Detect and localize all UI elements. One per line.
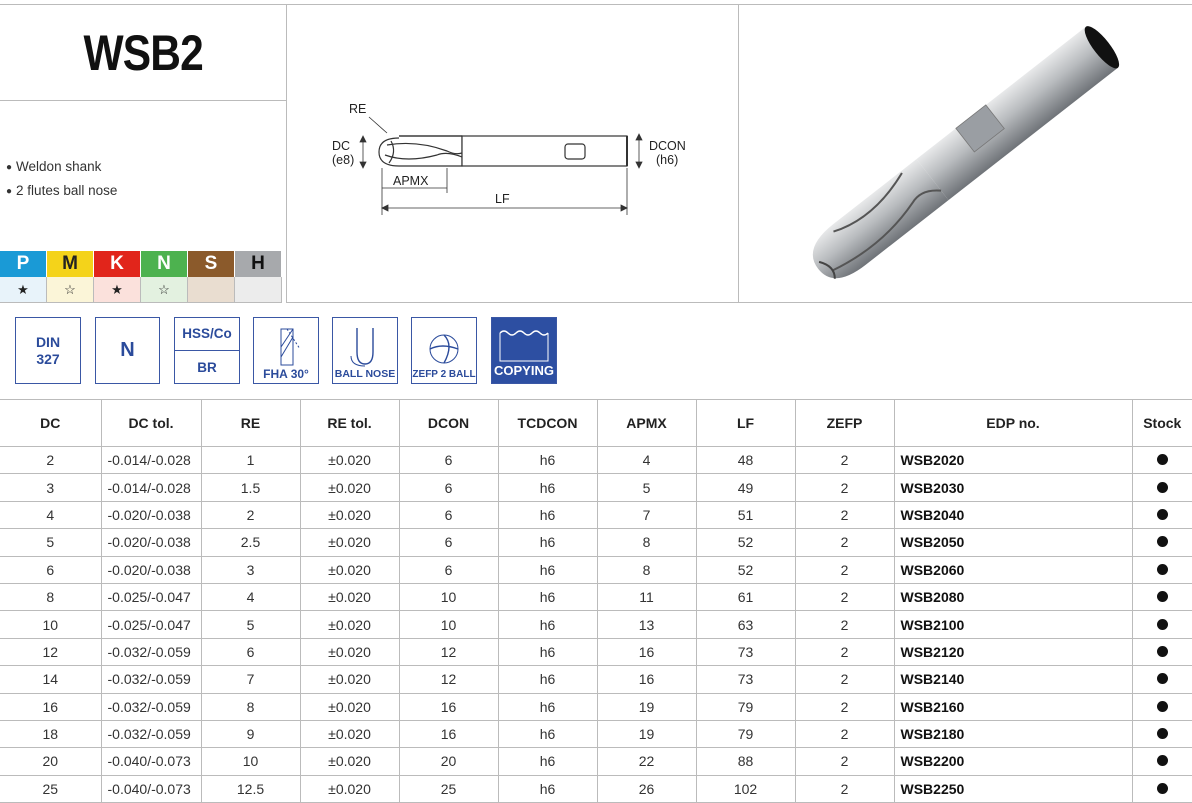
stock-cell <box>1132 693 1192 720</box>
table-cell: ±0.020 <box>300 775 399 802</box>
table-row <box>0 474 1192 501</box>
table-row <box>0 583 1192 610</box>
table-cell: -0.025/-0.047 <box>101 583 201 610</box>
table-cell: ±0.020 <box>300 666 399 693</box>
feature-item: ● Weldon shank <box>6 159 102 174</box>
column-header: DC <box>0 400 101 447</box>
table-cell: 73 <box>696 638 795 665</box>
table-cell: ±0.020 <box>300 611 399 638</box>
table-cell: 73 <box>696 666 795 693</box>
table-row <box>0 693 1192 720</box>
zefp-2-ball-icon: ZEFP 2 BALL <box>411 317 477 384</box>
table-cell: ±0.020 <box>300 583 399 610</box>
label-dcon: DCON <box>649 139 686 153</box>
bullet-icon: ● <box>6 162 13 173</box>
table-cell: 2.5 <box>201 529 300 556</box>
table-cell: -0.025/-0.047 <box>101 611 201 638</box>
table-cell: ±0.020 <box>300 529 399 556</box>
table-cell: 22 <box>597 748 696 775</box>
table-cell: 2 <box>795 474 894 501</box>
table-cell: 2 <box>795 720 894 747</box>
material-k: K <box>94 251 141 277</box>
table-cell: h6 <box>498 556 597 583</box>
table-cell: h6 <box>498 693 597 720</box>
table-cell: 48 <box>696 447 795 474</box>
table-cell: 4 <box>597 447 696 474</box>
table-cell: 4 <box>0 501 101 528</box>
table-cell: 6 <box>201 638 300 665</box>
table-cell: 5 <box>201 611 300 638</box>
table-cell: 12 <box>399 666 498 693</box>
table-cell: -0.014/-0.028 <box>101 474 201 501</box>
edp-number: WSB2020 <box>894 447 1132 474</box>
table-cell: 10 <box>201 748 300 775</box>
label-apmx: APMX <box>393 174 429 188</box>
table-cell: 2 <box>795 501 894 528</box>
helix-icon <box>266 327 306 367</box>
table-cell: h6 <box>498 529 597 556</box>
table-cell: 2 <box>795 447 894 474</box>
table-cell: 20 <box>0 748 101 775</box>
table-cell: 14 <box>0 666 101 693</box>
edp-number: WSB2050 <box>894 529 1132 556</box>
label-lf: LF <box>495 192 510 206</box>
label-dc: DC <box>332 139 351 153</box>
material-grid <box>0 251 287 303</box>
product-photo <box>739 4 1192 303</box>
material-rating-m: ☆ <box>47 277 94 303</box>
table-cell: -0.014/-0.028 <box>101 447 201 474</box>
table-cell: 25 <box>399 775 498 802</box>
stock-cell <box>1132 556 1192 583</box>
table-row <box>0 556 1192 583</box>
table-cell: ±0.020 <box>300 720 399 747</box>
table-cell: 6 <box>0 556 101 583</box>
table-cell: 8 <box>201 693 300 720</box>
table-cell: 2 <box>795 748 894 775</box>
table-cell: 2 <box>795 775 894 802</box>
table-cell: 10 <box>399 611 498 638</box>
table-cell: -0.032/-0.059 <box>101 720 201 747</box>
stock-cell <box>1132 529 1192 556</box>
n-type-icon: N <box>95 317 160 384</box>
edp-number: WSB2200 <box>894 748 1132 775</box>
table-cell: 102 <box>696 775 795 802</box>
edp-number: WSB2160 <box>894 693 1132 720</box>
table-cell: 6 <box>399 474 498 501</box>
table-cell: h6 <box>498 501 597 528</box>
material-rating-k: ★ <box>94 277 141 303</box>
property-icons-strip <box>0 303 1192 400</box>
material-p: P <box>0 251 47 277</box>
material-rating-h <box>235 277 282 303</box>
in-stock-icon <box>1157 482 1168 493</box>
table-cell: h6 <box>498 447 597 474</box>
end-mill-image <box>739 5 1190 302</box>
table-cell: 2 <box>795 693 894 720</box>
table-cell: 3 <box>0 474 101 501</box>
table-cell: 9 <box>201 720 300 747</box>
table-cell: 16 <box>399 693 498 720</box>
specifications-table <box>0 400 1192 803</box>
table-cell: ±0.020 <box>300 474 399 501</box>
table-cell: 6 <box>399 447 498 474</box>
material-rating-p: ★ <box>0 277 47 303</box>
table-cell: 2 <box>0 447 101 474</box>
table-cell: 3 <box>201 556 300 583</box>
table-cell: 12 <box>0 638 101 665</box>
table-cell: -0.032/-0.059 <box>101 693 201 720</box>
table-cell: ±0.020 <box>300 501 399 528</box>
table-cell: 5 <box>0 529 101 556</box>
edp-number: WSB2140 <box>894 666 1132 693</box>
table-cell: 16 <box>399 720 498 747</box>
table-cell: 16 <box>597 638 696 665</box>
table-cell: 51 <box>696 501 795 528</box>
table-cell: 2 <box>795 666 894 693</box>
table-cell: 5 <box>597 474 696 501</box>
edp-number: WSB2060 <box>894 556 1132 583</box>
in-stock-icon <box>1157 701 1168 712</box>
table-cell: h6 <box>498 720 597 747</box>
table-cell: 7 <box>597 501 696 528</box>
table-cell: 8 <box>597 529 696 556</box>
table-cell: 79 <box>696 693 795 720</box>
material-s: S <box>188 251 235 277</box>
table-cell: ±0.020 <box>300 447 399 474</box>
edp-number: WSB2120 <box>894 638 1132 665</box>
product-title-cell <box>0 4 287 101</box>
column-header: DCON <box>399 400 498 447</box>
table-cell: ±0.020 <box>300 693 399 720</box>
material-m: M <box>47 251 94 277</box>
edp-number: WSB2030 <box>894 474 1132 501</box>
edp-number: WSB2100 <box>894 611 1132 638</box>
table-cell: 20 <box>399 748 498 775</box>
in-stock-icon <box>1157 619 1168 630</box>
table-cell: 2 <box>795 556 894 583</box>
label-dcon-tol: (h6) <box>656 153 679 167</box>
table-cell: 10 <box>399 583 498 610</box>
material-letters-row <box>0 251 286 277</box>
helix-angle-icon: FHA 30° <box>253 317 319 384</box>
table-cell: ±0.020 <box>300 556 399 583</box>
table-cell: 52 <box>696 556 795 583</box>
table-cell: 4 <box>201 583 300 610</box>
in-stock-icon <box>1157 591 1168 602</box>
column-header: LF <box>696 400 795 447</box>
table-cell: 6 <box>399 501 498 528</box>
table-cell: 2 <box>201 501 300 528</box>
table-cell: h6 <box>498 775 597 802</box>
technical-drawing <box>287 4 739 303</box>
table-cell: ±0.020 <box>300 748 399 775</box>
table-cell: ±0.020 <box>300 638 399 665</box>
material-ratings-row <box>0 277 286 303</box>
table-cell: h6 <box>498 666 597 693</box>
table-cell: h6 <box>498 474 597 501</box>
table-cell: 6 <box>399 529 498 556</box>
table-cell: -0.020/-0.038 <box>101 501 201 528</box>
stock-cell <box>1132 474 1192 501</box>
table-cell: 13 <box>597 611 696 638</box>
stock-cell <box>1132 748 1192 775</box>
edp-number: WSB2180 <box>894 720 1132 747</box>
column-header: EDP no. <box>894 400 1132 447</box>
edp-number: WSB2040 <box>894 501 1132 528</box>
table-cell: 7 <box>201 666 300 693</box>
product-title: WSB2 <box>83 24 203 81</box>
table-cell: 12.5 <box>201 775 300 802</box>
in-stock-icon <box>1157 509 1168 520</box>
copying-icon: COPYING <box>491 317 557 384</box>
in-stock-icon <box>1157 728 1168 739</box>
table-cell: 1.5 <box>201 474 300 501</box>
label-re: RE <box>349 102 367 116</box>
table-cell: -0.040/-0.073 <box>101 748 201 775</box>
hss-co-icon: HSS/Co BR <box>174 317 240 384</box>
edp-number: WSB2250 <box>894 775 1132 802</box>
in-stock-icon <box>1157 783 1168 794</box>
table-cell: 49 <box>696 474 795 501</box>
table-row <box>0 447 1192 474</box>
column-header: Stock <box>1132 400 1192 447</box>
table-cell: 2 <box>795 611 894 638</box>
in-stock-icon <box>1157 646 1168 657</box>
tool-dimension-drawing <box>287 5 737 302</box>
table-cell: 63 <box>696 611 795 638</box>
stock-cell <box>1132 501 1192 528</box>
table-cell: 61 <box>696 583 795 610</box>
table-cell: -0.040/-0.073 <box>101 775 201 802</box>
stock-cell <box>1132 638 1192 665</box>
table-row <box>0 529 1192 556</box>
table-row <box>0 720 1192 747</box>
material-n: N <box>141 251 188 277</box>
table-cell: 88 <box>696 748 795 775</box>
table-cell: 79 <box>696 720 795 747</box>
table-cell: -0.032/-0.059 <box>101 666 201 693</box>
table-cell: 26 <box>597 775 696 802</box>
table-row <box>0 666 1192 693</box>
feature-list <box>0 101 287 251</box>
table-cell: 52 <box>696 529 795 556</box>
table-cell: 16 <box>597 666 696 693</box>
column-header: APMX <box>597 400 696 447</box>
table-cell: h6 <box>498 583 597 610</box>
stock-cell <box>1132 720 1192 747</box>
table-body <box>0 447 1192 803</box>
table-cell: 19 <box>597 693 696 720</box>
table-cell: 10 <box>0 611 101 638</box>
bullet-icon: ● <box>6 186 13 197</box>
table-cell: -0.020/-0.038 <box>101 556 201 583</box>
table-cell: -0.032/-0.059 <box>101 638 201 665</box>
table-cell: 18 <box>0 720 101 747</box>
material-rating-s <box>188 277 235 303</box>
stock-cell <box>1132 583 1192 610</box>
in-stock-icon <box>1157 564 1168 575</box>
ball-nose-icon: BALL NOSE <box>332 317 398 384</box>
table-cell: 1 <box>201 447 300 474</box>
table-row <box>0 638 1192 665</box>
stock-cell <box>1132 611 1192 638</box>
column-header: ZEFP <box>795 400 894 447</box>
column-header: RE tol. <box>300 400 399 447</box>
column-header: RE <box>201 400 300 447</box>
table-cell: h6 <box>498 638 597 665</box>
table-row <box>0 748 1192 775</box>
in-stock-icon <box>1157 454 1168 465</box>
in-stock-icon <box>1157 673 1168 684</box>
table-cell: 12 <box>399 638 498 665</box>
table-cell: h6 <box>498 748 597 775</box>
table-cell: 16 <box>0 693 101 720</box>
table-cell: 8 <box>597 556 696 583</box>
table-cell: -0.020/-0.038 <box>101 529 201 556</box>
material-h: H <box>235 251 282 277</box>
table-cell: 6 <box>399 556 498 583</box>
feature-item: ● 2 flutes ball nose <box>6 183 118 198</box>
table-header-row <box>0 400 1192 447</box>
edp-number: WSB2080 <box>894 583 1132 610</box>
column-header: TCDCON <box>498 400 597 447</box>
table-cell: 2 <box>795 529 894 556</box>
table-row <box>0 611 1192 638</box>
stock-cell <box>1132 666 1192 693</box>
table-cell: 2 <box>795 638 894 665</box>
table-cell: h6 <box>498 611 597 638</box>
table-cell: 8 <box>0 583 101 610</box>
table-cell: 19 <box>597 720 696 747</box>
in-stock-icon <box>1157 755 1168 766</box>
table-cell: 11 <box>597 583 696 610</box>
column-header: DC tol. <box>101 400 201 447</box>
stock-cell <box>1132 447 1192 474</box>
label-dc-tol: (e8) <box>332 153 355 167</box>
table-cell: 2 <box>795 583 894 610</box>
din-327-icon: DIN 327 <box>15 317 81 384</box>
material-rating-n: ☆ <box>141 277 188 303</box>
table-cell: 25 <box>0 775 101 802</box>
table-row <box>0 501 1192 528</box>
in-stock-icon <box>1157 536 1168 547</box>
